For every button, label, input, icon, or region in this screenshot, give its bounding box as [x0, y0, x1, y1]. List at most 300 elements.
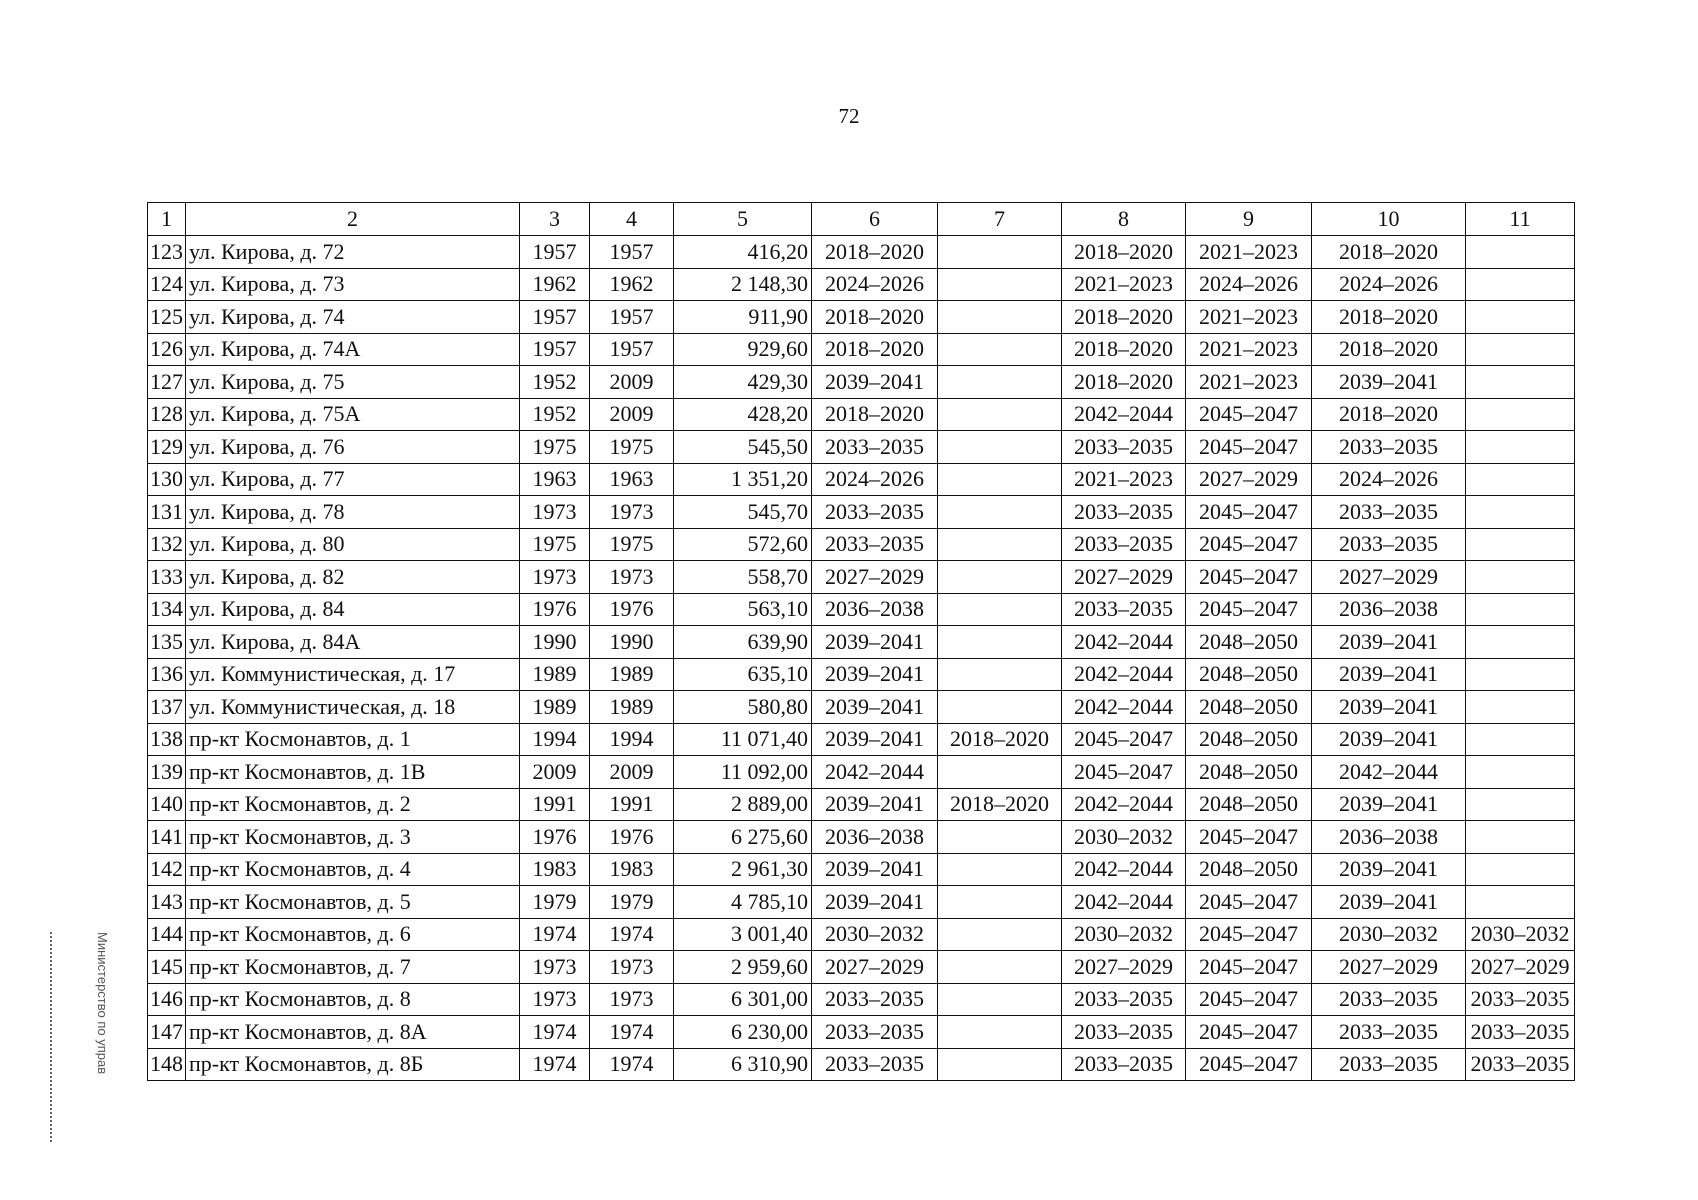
cell-period-col8: 2042–2044	[1062, 788, 1186, 821]
cell-period-col8: 2027–2029	[1062, 951, 1186, 984]
cell-period-col9: 2024–2026	[1186, 268, 1312, 301]
table-row	[148, 918, 1575, 951]
table-row	[148, 853, 1575, 886]
table-row	[148, 463, 1575, 496]
cell-period-col10: 2027–2029	[1312, 561, 1466, 594]
cell-period-col9: 2048–2050	[1186, 723, 1312, 756]
cell-period-col6: 2018–2020	[812, 236, 938, 269]
cell-period-col10: 2033–2035	[1312, 431, 1466, 464]
cell-year-built: 1957	[520, 301, 590, 334]
cell-area: 1 351,20	[674, 463, 812, 496]
cell-address: пр-кт Космонавтов, д. 8Б	[186, 1048, 520, 1081]
cell-period-col11	[1466, 431, 1575, 464]
cell-period-col10: 2024–2026	[1312, 463, 1466, 496]
cell-year-built: 1991	[520, 788, 590, 821]
cell-period-col9: 2045–2047	[1186, 593, 1312, 626]
cell-period-col10: 2033–2035	[1312, 496, 1466, 529]
cell-year-built: 1974	[520, 1048, 590, 1081]
cell-address: ул. Кирова, д. 80	[186, 528, 520, 561]
cell-row-number: 131	[148, 496, 186, 529]
cell-year-built: 1994	[520, 723, 590, 756]
cell-address: пр-кт Космонавтов, д. 2	[186, 788, 520, 821]
cell-period-col11	[1466, 723, 1575, 756]
cell-year-built: 1973	[520, 561, 590, 594]
table-row	[148, 983, 1575, 1016]
table-row	[148, 398, 1575, 431]
cell-area: 6 301,00	[674, 983, 812, 1016]
cell-period-col9: 2045–2047	[1186, 1016, 1312, 1049]
cell-row-number: 148	[148, 1048, 186, 1081]
table-row	[148, 366, 1575, 399]
table-row	[148, 1048, 1575, 1081]
cell-period-col10: 2030–2032	[1312, 918, 1466, 951]
cell-address: ул. Кирова, д. 72	[186, 236, 520, 269]
table-row	[148, 301, 1575, 334]
cell-year-commissioned: 1975	[590, 431, 674, 464]
cell-area: 6 230,00	[674, 1016, 812, 1049]
cell-period-col6: 2039–2041	[812, 788, 938, 821]
cell-year-built: 1957	[520, 333, 590, 366]
col-header: 10	[1312, 203, 1466, 236]
cell-year-commissioned: 1963	[590, 463, 674, 496]
cell-period-col7	[938, 756, 1062, 789]
cell-period-col7	[938, 658, 1062, 691]
cell-period-col7	[938, 463, 1062, 496]
cell-period-col6: 2039–2041	[812, 886, 938, 919]
cell-year-commissioned: 1976	[590, 821, 674, 854]
cell-year-built: 1952	[520, 366, 590, 399]
cell-address: ул. Кирова, д. 77	[186, 463, 520, 496]
cell-period-col7	[938, 593, 1062, 626]
cell-period-col9: 2027–2029	[1186, 463, 1312, 496]
table-row	[148, 236, 1575, 269]
cell-row-number: 142	[148, 853, 186, 886]
cell-period-col9: 2045–2047	[1186, 431, 1312, 464]
cell-area: 929,60	[674, 333, 812, 366]
header-row	[148, 203, 1575, 236]
cell-year-commissioned: 1973	[590, 496, 674, 529]
table-body	[148, 236, 1575, 1081]
cell-area: 11 071,40	[674, 723, 812, 756]
cell-period-col6: 2033–2035	[812, 528, 938, 561]
cell-period-col7	[938, 528, 1062, 561]
cell-period-col8: 2030–2032	[1062, 821, 1186, 854]
cell-address: пр-кт Космонавтов, д. 4	[186, 853, 520, 886]
cell-period-col8: 2033–2035	[1062, 1048, 1186, 1081]
cell-area: 4 785,10	[674, 886, 812, 919]
cell-period-col7	[938, 1048, 1062, 1081]
cell-period-col9: 2021–2023	[1186, 301, 1312, 334]
cell-area: 572,60	[674, 528, 812, 561]
cell-period-col9: 2048–2050	[1186, 756, 1312, 789]
table-row	[148, 431, 1575, 464]
cell-period-col6: 2039–2041	[812, 691, 938, 724]
cell-row-number: 140	[148, 788, 186, 821]
cell-row-number: 129	[148, 431, 186, 464]
cell-year-commissioned: 1994	[590, 723, 674, 756]
cell-period-col9: 2048–2050	[1186, 853, 1312, 886]
col-header: 5	[674, 203, 812, 236]
cell-row-number: 130	[148, 463, 186, 496]
cell-period-col11	[1466, 658, 1575, 691]
cell-period-col8: 2042–2044	[1062, 398, 1186, 431]
cell-period-col10: 2033–2035	[1312, 528, 1466, 561]
cell-period-col11	[1466, 756, 1575, 789]
table-row	[148, 821, 1575, 854]
cell-period-col11	[1466, 463, 1575, 496]
cell-year-commissioned: 1974	[590, 1048, 674, 1081]
cell-area: 2 959,60	[674, 951, 812, 984]
cell-period-col10: 2039–2041	[1312, 658, 1466, 691]
cell-year-commissioned: 1957	[590, 301, 674, 334]
cell-year-commissioned: 1957	[590, 236, 674, 269]
cell-period-col10: 2039–2041	[1312, 723, 1466, 756]
cell-period-col8: 2018–2020	[1062, 366, 1186, 399]
cell-period-col10: 2018–2020	[1312, 333, 1466, 366]
cell-period-col6: 2024–2026	[812, 463, 938, 496]
cell-period-col9: 2045–2047	[1186, 821, 1312, 854]
cell-period-col10: 2033–2035	[1312, 1048, 1466, 1081]
cell-row-number: 125	[148, 301, 186, 334]
cell-period-col10: 2039–2041	[1312, 691, 1466, 724]
cell-year-commissioned: 1973	[590, 951, 674, 984]
cell-address: ул. Кирова, д. 73	[186, 268, 520, 301]
cell-period-col11	[1466, 626, 1575, 659]
cell-period-col8: 2021–2023	[1062, 268, 1186, 301]
cell-row-number: 128	[148, 398, 186, 431]
cell-period-col11: 2033–2035	[1466, 1016, 1575, 1049]
cell-period-col7	[938, 951, 1062, 984]
cell-period-col10: 2039–2041	[1312, 366, 1466, 399]
cell-period-col9: 2045–2047	[1186, 1048, 1312, 1081]
cell-year-built: 1973	[520, 496, 590, 529]
cell-period-col7	[938, 853, 1062, 886]
cell-period-col11	[1466, 821, 1575, 854]
cell-period-col10: 2039–2041	[1312, 788, 1466, 821]
cell-address: ул. Кирова, д. 75А	[186, 398, 520, 431]
cell-year-commissioned: 1983	[590, 853, 674, 886]
table-row	[148, 886, 1575, 919]
table-row	[148, 528, 1575, 561]
cell-row-number: 132	[148, 528, 186, 561]
cell-row-number: 135	[148, 626, 186, 659]
col-header: 9	[1186, 203, 1312, 236]
cell-row-number: 137	[148, 691, 186, 724]
cell-period-col11	[1466, 528, 1575, 561]
cell-period-col10: 2042–2044	[1312, 756, 1466, 789]
cell-row-number: 141	[148, 821, 186, 854]
cell-period-col11	[1466, 886, 1575, 919]
cell-period-col6: 2033–2035	[812, 496, 938, 529]
cell-year-built: 1976	[520, 821, 590, 854]
cell-period-col6: 2027–2029	[812, 951, 938, 984]
cell-period-col9: 2045–2047	[1186, 951, 1312, 984]
cell-period-col8: 2033–2035	[1062, 1016, 1186, 1049]
cell-period-col10: 2018–2020	[1312, 236, 1466, 269]
cell-period-col8: 2042–2044	[1062, 853, 1186, 886]
cell-period-col7	[938, 983, 1062, 1016]
cell-year-commissioned: 1976	[590, 593, 674, 626]
cell-row-number: 139	[148, 756, 186, 789]
cell-period-col10: 2033–2035	[1312, 1016, 1466, 1049]
cell-period-col8: 2018–2020	[1062, 333, 1186, 366]
cell-year-built: 1952	[520, 398, 590, 431]
col-header: 1	[148, 203, 186, 236]
cell-period-col10: 2039–2041	[1312, 853, 1466, 886]
cell-period-col7	[938, 886, 1062, 919]
cell-year-built: 1974	[520, 918, 590, 951]
cell-period-col6: 2018–2020	[812, 398, 938, 431]
housing-schedule-table	[147, 202, 1575, 1081]
cell-address: ул. Кирова, д. 74	[186, 301, 520, 334]
cell-period-col8: 2018–2020	[1062, 236, 1186, 269]
cell-area: 6 275,60	[674, 821, 812, 854]
table-row	[148, 496, 1575, 529]
cell-area: 2 889,00	[674, 788, 812, 821]
cell-period-col10: 2036–2038	[1312, 821, 1466, 854]
cell-period-col9: 2045–2047	[1186, 496, 1312, 529]
cell-year-built: 1973	[520, 983, 590, 1016]
cell-year-commissioned: 2009	[590, 398, 674, 431]
cell-year-built: 1975	[520, 528, 590, 561]
cell-period-col7	[938, 821, 1062, 854]
cell-row-number: 145	[148, 951, 186, 984]
cell-row-number: 134	[148, 593, 186, 626]
cell-period-col7	[938, 431, 1062, 464]
cell-year-commissioned: 1991	[590, 788, 674, 821]
cell-period-col6: 2033–2035	[812, 983, 938, 1016]
cell-area: 416,20	[674, 236, 812, 269]
cell-year-built: 1983	[520, 853, 590, 886]
cell-period-col8: 2033–2035	[1062, 593, 1186, 626]
cell-period-col6: 2036–2038	[812, 821, 938, 854]
cell-row-number: 144	[148, 918, 186, 951]
cell-period-col9: 2045–2047	[1186, 918, 1312, 951]
cell-period-col10: 2033–2035	[1312, 983, 1466, 1016]
cell-year-commissioned: 1989	[590, 691, 674, 724]
table-row	[148, 593, 1575, 626]
col-header: 2	[186, 203, 520, 236]
cell-period-col7: 2018–2020	[938, 723, 1062, 756]
cell-area: 545,50	[674, 431, 812, 464]
cell-period-col7	[938, 1016, 1062, 1049]
cell-period-col9: 2048–2050	[1186, 626, 1312, 659]
cell-address: ул. Кирова, д. 84А	[186, 626, 520, 659]
table-row	[148, 691, 1575, 724]
cell-area: 3 001,40	[674, 918, 812, 951]
cell-period-col8: 2042–2044	[1062, 626, 1186, 659]
cell-row-number: 123	[148, 236, 186, 269]
cell-year-built: 1963	[520, 463, 590, 496]
cell-year-commissioned: 1974	[590, 918, 674, 951]
cell-area: 2 961,30	[674, 853, 812, 886]
cell-area: 6 310,90	[674, 1048, 812, 1081]
cell-period-col8: 2045–2047	[1062, 756, 1186, 789]
cell-period-col7: 2018–2020	[938, 788, 1062, 821]
cell-address: пр-кт Космонавтов, д. 7	[186, 951, 520, 984]
cell-period-col10: 2018–2020	[1312, 398, 1466, 431]
cell-period-col6: 2033–2035	[812, 1048, 938, 1081]
cell-row-number: 124	[148, 268, 186, 301]
cell-address: ул. Кирова, д. 74А	[186, 333, 520, 366]
cell-period-col8: 2030–2032	[1062, 918, 1186, 951]
cell-period-col9: 2048–2050	[1186, 691, 1312, 724]
cell-year-commissioned: 1975	[590, 528, 674, 561]
cell-address: пр-кт Космонавтов, д. 1	[186, 723, 520, 756]
cell-period-col7	[938, 626, 1062, 659]
cell-year-built: 1989	[520, 658, 590, 691]
cell-period-col11	[1466, 301, 1575, 334]
cell-area: 563,10	[674, 593, 812, 626]
cell-period-col11	[1466, 268, 1575, 301]
cell-address: ул. Коммунистическая, д. 18	[186, 691, 520, 724]
cell-period-col7	[938, 691, 1062, 724]
cell-period-col6: 2036–2038	[812, 593, 938, 626]
cell-period-col9: 2045–2047	[1186, 528, 1312, 561]
cell-period-col11: 2030–2032	[1466, 918, 1575, 951]
cell-period-col9: 2048–2050	[1186, 658, 1312, 691]
cell-period-col8: 2027–2029	[1062, 561, 1186, 594]
cell-row-number: 126	[148, 333, 186, 366]
cell-address: ул. Коммунистическая, д. 17	[186, 658, 520, 691]
table-row	[148, 723, 1575, 756]
col-header: 3	[520, 203, 590, 236]
col-header: 11	[1466, 203, 1575, 236]
cell-year-built: 1976	[520, 593, 590, 626]
cell-year-built: 1974	[520, 1016, 590, 1049]
table-row	[148, 626, 1575, 659]
cell-period-col9: 2021–2023	[1186, 236, 1312, 269]
cell-period-col7	[938, 496, 1062, 529]
table-row	[148, 658, 1575, 691]
table-row	[148, 756, 1575, 789]
cell-period-col6: 2039–2041	[812, 626, 938, 659]
cell-year-commissioned: 1962	[590, 268, 674, 301]
table-row	[148, 951, 1575, 984]
cell-period-col8: 2018–2020	[1062, 301, 1186, 334]
cell-period-col11: 2033–2035	[1466, 1048, 1575, 1081]
cell-period-col10: 2027–2029	[1312, 951, 1466, 984]
cell-row-number: 143	[148, 886, 186, 919]
cell-period-col11	[1466, 496, 1575, 529]
cell-address: пр-кт Космонавтов, д. 8	[186, 983, 520, 1016]
cell-year-built: 1975	[520, 431, 590, 464]
cell-area: 545,70	[674, 496, 812, 529]
cell-year-built: 1962	[520, 268, 590, 301]
cell-year-commissioned: 1973	[590, 561, 674, 594]
cell-address: пр-кт Космонавтов, д. 3	[186, 821, 520, 854]
cell-row-number: 146	[148, 983, 186, 1016]
cell-period-col7	[938, 561, 1062, 594]
cell-period-col8: 2045–2047	[1062, 723, 1186, 756]
cell-area: 429,30	[674, 366, 812, 399]
stamp-text: Министерство по управ	[95, 932, 110, 1075]
cell-period-col9: 2021–2023	[1186, 366, 1312, 399]
cell-period-col7	[938, 366, 1062, 399]
cell-period-col7	[938, 236, 1062, 269]
cell-period-col9: 2045–2047	[1186, 983, 1312, 1016]
table-row	[148, 333, 1575, 366]
cell-period-col6: 2018–2020	[812, 301, 938, 334]
cell-period-col11	[1466, 398, 1575, 431]
cell-period-col8: 2033–2035	[1062, 431, 1186, 464]
cell-year-commissioned: 2009	[590, 756, 674, 789]
cell-year-built: 1957	[520, 236, 590, 269]
cell-area: 639,90	[674, 626, 812, 659]
cell-row-number: 127	[148, 366, 186, 399]
cell-address: пр-кт Космонавтов, д. 1В	[186, 756, 520, 789]
cell-period-col6: 2027–2029	[812, 561, 938, 594]
cell-year-commissioned: 1990	[590, 626, 674, 659]
cell-period-col8: 2042–2044	[1062, 658, 1186, 691]
cell-period-col10: 2039–2041	[1312, 626, 1466, 659]
cell-period-col11	[1466, 366, 1575, 399]
cell-year-built: 2009	[520, 756, 590, 789]
cell-period-col6: 2033–2035	[812, 1016, 938, 1049]
cell-period-col8: 2033–2035	[1062, 983, 1186, 1016]
cell-period-col8: 2042–2044	[1062, 886, 1186, 919]
cell-address: ул. Кирова, д. 82	[186, 561, 520, 594]
cell-year-commissioned: 1979	[590, 886, 674, 919]
cell-area: 11 092,00	[674, 756, 812, 789]
cell-period-col9: 2045–2047	[1186, 398, 1312, 431]
cell-period-col11	[1466, 561, 1575, 594]
cell-period-col9: 2048–2050	[1186, 788, 1312, 821]
cell-period-col6: 2039–2041	[812, 723, 938, 756]
cell-period-col7	[938, 268, 1062, 301]
cell-period-col6: 2018–2020	[812, 333, 938, 366]
cell-area: 635,10	[674, 658, 812, 691]
table-row	[148, 788, 1575, 821]
cell-year-commissioned: 1974	[590, 1016, 674, 1049]
cell-address: ул. Кирова, д. 84	[186, 593, 520, 626]
cell-period-col11	[1466, 333, 1575, 366]
cell-period-col6: 2042–2044	[812, 756, 938, 789]
cell-period-col11	[1466, 593, 1575, 626]
cell-period-col6: 2039–2041	[812, 658, 938, 691]
cell-period-col10: 2024–2026	[1312, 268, 1466, 301]
cell-period-col6: 2030–2032	[812, 918, 938, 951]
cell-period-col8: 2033–2035	[1062, 496, 1186, 529]
table-row	[148, 561, 1575, 594]
col-header: 7	[938, 203, 1062, 236]
cell-period-col11	[1466, 853, 1575, 886]
cell-row-number: 136	[148, 658, 186, 691]
cell-address: пр-кт Космонавтов, д. 8А	[186, 1016, 520, 1049]
table-row	[148, 1016, 1575, 1049]
cell-year-commissioned: 2009	[590, 366, 674, 399]
cell-period-col9: 2045–2047	[1186, 886, 1312, 919]
cell-period-col6: 2039–2041	[812, 853, 938, 886]
cell-year-commissioned: 1973	[590, 983, 674, 1016]
cell-period-col6: 2033–2035	[812, 431, 938, 464]
cell-address: ул. Кирова, д. 76	[186, 431, 520, 464]
col-header: 6	[812, 203, 938, 236]
cell-period-col11	[1466, 236, 1575, 269]
cell-address: ул. Кирова, д. 78	[186, 496, 520, 529]
cell-period-col7	[938, 333, 1062, 366]
cell-year-built: 1973	[520, 951, 590, 984]
cell-period-col7	[938, 918, 1062, 951]
cell-period-col7	[938, 301, 1062, 334]
col-header: 8	[1062, 203, 1186, 236]
cell-area: 580,80	[674, 691, 812, 724]
cell-address: ул. Кирова, д. 75	[186, 366, 520, 399]
cell-area: 558,70	[674, 561, 812, 594]
cell-period-col8: 2033–2035	[1062, 528, 1186, 561]
cell-period-col6: 2039–2041	[812, 366, 938, 399]
cell-period-col6: 2024–2026	[812, 268, 938, 301]
